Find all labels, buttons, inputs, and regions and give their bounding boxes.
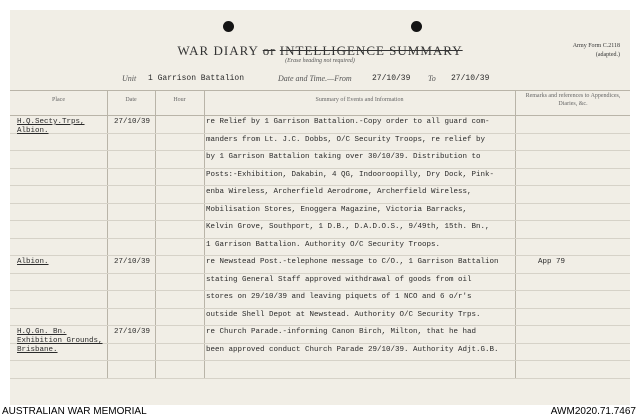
ruling-line — [10, 360, 630, 361]
entry-summary-line: enba Wireless, Archerfield Aerodrome, Archerfield Wireless, — [206, 188, 472, 196]
date-to: 27/10/39 — [451, 74, 490, 83]
entry-place: Albion. — [17, 127, 49, 135]
ruling-line — [10, 203, 630, 204]
entry-summary-line: stores on 29/10/39 and leaving piquets of 1 NCO and 6 o/r's — [206, 293, 472, 301]
title-note: (Erase heading not required) — [285, 58, 355, 64]
entry-summary-line: Kelvin Grove, Southport, 1 D.B., D.A.D.O.S., 9/49th, 15th. Bn., — [206, 223, 490, 231]
entry-summary-line: Mobilisation Stores, Enoggera Magazine, Victoria Barracks, — [206, 205, 468, 214]
entry-place: Albion. — [17, 258, 49, 266]
col-header-hour: Hour — [173, 97, 186, 103]
ruling-line — [10, 168, 630, 169]
ruling-line — [10, 255, 630, 256]
army-form-label — [573, 42, 620, 60]
date-from: 27/10/39 — [372, 74, 411, 83]
entry-date: 27/10/39 — [114, 258, 151, 266]
ruling-line — [10, 325, 630, 326]
ruling-line — [10, 220, 630, 221]
ruling-line — [10, 185, 630, 186]
archive-footer — [0, 405, 640, 419]
col-header-summary: Summary of Events and Information — [315, 97, 404, 103]
title-or: or — [262, 43, 276, 58]
punch-hole-left — [223, 21, 234, 32]
ruling-line — [10, 150, 630, 151]
form-note: (adapted.) — [595, 52, 620, 58]
entry-place: Exhibition Grounds, — [17, 337, 103, 345]
ruling-line — [10, 378, 630, 379]
entry-summary-line: re Newstead Post.-telephone message to C/O., 1 Garrison Battalion — [206, 258, 499, 266]
col-header-remarks: Remarks and references to Appendices, Diaries, &c. — [525, 93, 621, 107]
col-header-place: Place — [52, 97, 65, 103]
entry-summary-line: manders from Lt. J.C. Dobbs, O/C Security Troops, re relief by — [206, 135, 486, 144]
footer-accession: AWM2020.71.7467 — [550, 406, 636, 417]
ruling-line — [10, 290, 630, 291]
entry-summary-line: Posts:-Exhibition, Dakabin, 4 QG, Indooroopilly, Dry Dock, Pink- — [206, 170, 495, 179]
entry-summary-line: been approved conduct Church Parade 29/10/39. Authority Adjt.G.B. — [206, 345, 499, 354]
ruling-line — [10, 133, 630, 134]
form-name: Army Form C.2118 — [572, 43, 620, 49]
entry-date: 27/10/39 — [114, 118, 151, 126]
punch-hole-right — [411, 21, 422, 32]
diary-sheet — [10, 10, 630, 405]
title-prefix: WAR DIARY — [177, 43, 259, 58]
unit-value: 1 Garrison Battalion — [148, 74, 245, 83]
date-to-label: To — [428, 74, 436, 83]
entry-summary-line: re Relief by 1 Garrison Battalion.-Copy order to all guard com- — [206, 118, 490, 126]
title-struck: INTELLIGENCE SUMMARY — [279, 43, 463, 58]
entry-remarks: App 79 — [538, 258, 566, 266]
entry-summary-line: by 1 Garrison Battalion taking over 30/10/39. Distribution to — [206, 153, 481, 161]
ruling-line — [10, 308, 630, 309]
entry-place: Brisbane. — [17, 346, 58, 354]
entry-place: H.Q.Gn. Bn. — [17, 328, 67, 336]
entry-summary-line: 1 Garrison Battalion. Authority O/C Security Troops. — [206, 240, 441, 249]
entry-date: 27/10/39 — [114, 328, 151, 336]
ruling-line — [10, 273, 630, 274]
entry-place: H.Q.Secty.Trps, — [17, 118, 85, 126]
ruling-line — [10, 238, 630, 239]
header-divider — [10, 115, 630, 116]
entry-summary-line: re Church Parade.-informing Canon Birch, Milton, that he had — [206, 328, 477, 336]
footer-credit: AUSTRALIAN WAR MEMORIAL — [2, 406, 147, 417]
ruling-line — [10, 343, 630, 344]
col-header-date: Date — [125, 97, 137, 103]
entry-summary-line: outside Shell Depot at Newstead. Authority O/C Security Trps. — [206, 310, 481, 319]
date-label: Date and Time.—From — [278, 74, 352, 83]
entry-summary-line: stating General Staff approved withdrawal of goods from oil — [206, 275, 472, 284]
form-title — [10, 43, 630, 59]
unit-label: Unit — [122, 74, 137, 83]
